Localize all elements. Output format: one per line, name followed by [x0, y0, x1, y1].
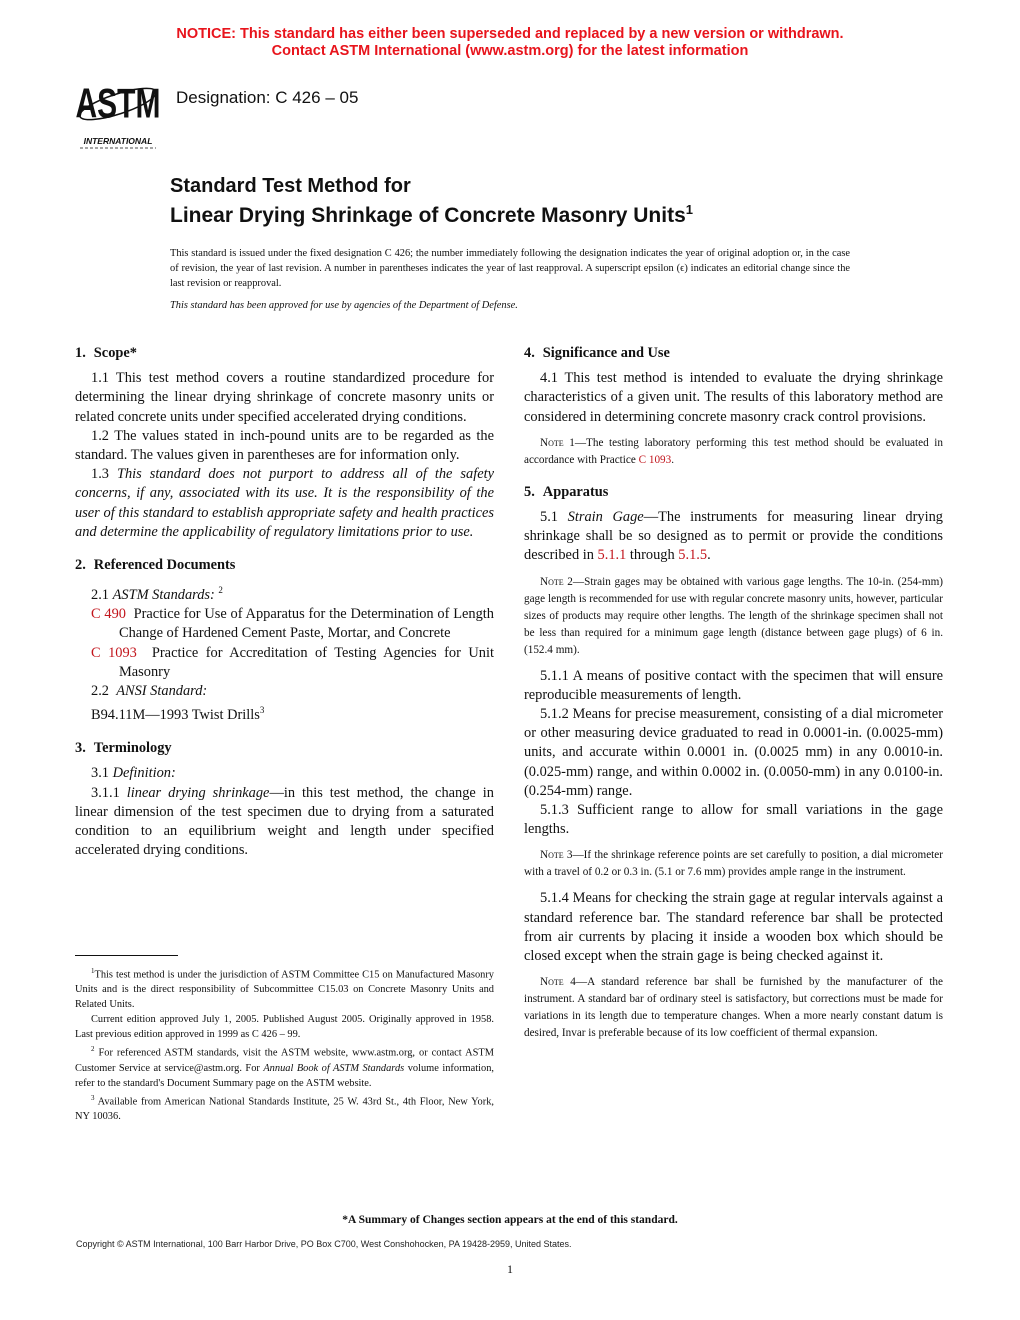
- footnote-divider: [75, 955, 178, 956]
- withdrawal-notice: [0, 26, 1020, 60]
- svg-text:ASTM: ASTM: [75, 79, 161, 127]
- para-5-1-3: 5.1.3 Sufficient range to allow for small variations in the gage lengths.: [524, 802, 943, 838]
- title-footnote-mark: 1: [685, 202, 694, 217]
- para-1-3: 1.3 This standard does not purport to address all of the safety concerns, if any, associated with its use. It is the responsibility of the user of this standard to establish appropriate safety and health practices and determine the applicability of regulatory limitations prior to use.: [75, 466, 494, 540]
- left-column: [75, 344, 494, 860]
- ansi-ref: B94.11M—1993 Twist Drills$^3$: [91, 705, 265, 724]
- footnote-1b: Current edition approved July 1, 2005. Published August 2005. Originally approved in 1958. Last previous edition approved in 1999 as C 426 – 99.: [75, 1014, 494, 1041]
- summary-of-changes-note: *A Summary of Changes section appears at the end of this standard.: [342, 1214, 678, 1226]
- para-3-1-1: 3.1.1 linear drying shrinkage—in this test method, the change in linear dimension of the test specimen due to drying from a saturated condition to an equilibrium weight and length under specified accelerated drying conditions.: [75, 784, 494, 859]
- ref-c1093: C 1093 Practice for Accreditation of Testing Agencies for Unit Masonry: [91, 644, 495, 680]
- para-5-1-1: 5.1.1 A means of positive contact with the specimen that will ensure reproducible measurements of length.: [524, 667, 943, 703]
- para-2-2: 2.2 ANSI Standard:: [91, 683, 208, 700]
- para-5-1-4: 5.1.4 Means for checking the strain gage at regular intervals against a standard reference bar. The standard reference bar shall be protected from air currents by placing it inside a wooden box which should be closed except when the strain gage is being checked against it.: [524, 890, 943, 965]
- note-3: Note 3—If the shrinkage reference points are set carefully to position, a dial micrometer with a travel of 0.2 or 0.3 in. (5.1 or 7.6 mm) provides ample range in the instrument.: [524, 849, 943, 879]
- ref-link-c490[interactable]: C 490: [91, 606, 126, 623]
- para-5-1: 5.1 Strain Gage—The instruments for measuring linear drying shrinkage shall be so designed as to permit or provide the conditions described in 5.1.1 through 5.1.5.: [524, 509, 943, 564]
- title-line-2: [170, 197, 693, 229]
- para-3-1: 3.1 Definition:: [91, 765, 176, 782]
- para-5-1-2: 5.1.2 Means for precise measurement, consisting of a dial micrometer or other measuring device graduated to read in 0.0001-in. (0.0025-mm) units, and accurate within 0.0001 in. (0.0025 mm) in any 0.0010-in. (0.025-mm) range, and within 0.0002 in. (0.0050-mm) in any 0.0100-in. (0.254-mm) range.: [524, 706, 943, 799]
- link-5-1-1[interactable]: 5.1.1: [597, 547, 627, 564]
- section-heading-terminology: 3. Terminology: [75, 740, 172, 757]
- para-1-2: 1.2 The values stated in inch-pound units are to be regarded as the standard. The values given in parentheses are for information only.: [75, 427, 494, 464]
- ref-link-c1093[interactable]: C 1093: [91, 644, 137, 661]
- astm-logo-icon: [74, 74, 162, 150]
- dod-approval: This standard has been approved for use by agencies of the Department of Defense.: [170, 300, 518, 311]
- section-heading-apparatus: 5. Apparatus: [524, 483, 609, 500]
- copyright: Copyright © ASTM International, 100 Barr Harbor Drive, PO Box C700, West Conshohocken, PA 19428-2959, United States.: [76, 1239, 572, 1249]
- note-1: Note 1—The testing laboratory performing this test method should be evaluated in accordance with Practice C 1093.: [524, 436, 943, 466]
- para-1-1: 1.1 This test method covers a routine standardized procedure for determining the linear drying shrinkage of concrete masonry units or related concrete units under specified accelerated drying conditions.: [75, 370, 494, 425]
- title-text: Linear Drying Shrinkage of Concrete Masonry Units: [170, 204, 686, 227]
- right-column: [524, 344, 943, 1050]
- note-1-link-c1093[interactable]: C 1093: [638, 453, 672, 466]
- footnote-3: $^3$ Available from American National Standards Institute, 25 W. 43rd St., 4th Floor, New York, NY 10036.: [75, 1093, 494, 1123]
- footnote-1: $^1$This test method is under the jurisdiction of ASTM Committee C15 on Manufactured Masonry Units and is the direct responsibility of Subcommittee C15.03 on Concrete Masonry Units and Related Units.: [75, 967, 494, 1011]
- footnotes: [75, 964, 494, 1124]
- note-2: Note 2—Strain gages may be obtained with various gage lengths. The 10-in. (254-mm) gage length is recommended for use with regular concrete masonry units, however, particular sizes of products may require other lengths. The length of the shrinkage specimen shall not be less than required for a minimum gage length (distance between gage plugs) of 6 in. (152.4 mm).: [524, 575, 944, 656]
- note-4: Note 4—A standard reference bar shall be furnished by the manufacturer of the instrument. A standard bar of ordinary steel is satisfactory, but corrections must be made for variations in its length due to temperature changes. When a more nearly constant datum is desired, Invar is preferable because of its low coefficient of thermal expansion.: [524, 976, 943, 1040]
- page-number: 1: [507, 1262, 513, 1276]
- para-4-1: 4.1 This test method is intended to evaluate the drying shrinkage characteristics of a given unit. The results of this laboratory method are considered in determining concrete masonry crack control provisions.: [524, 370, 943, 425]
- section-heading-scope: 1. Scope*: [75, 345, 137, 361]
- svg-text:INTERNATIONAL: INTERNATIONAL: [83, 136, 153, 146]
- ref-c490: C 490 Practice for Use of Apparatus for the Determination of Length Change of Hardened Cement Paste, Mortar, and Concrete: [91, 606, 494, 642]
- para-2-1: 2.1 ASTM Standards: $^2$: [91, 585, 223, 604]
- section-heading-significance: 4. Significance and Use: [524, 345, 670, 361]
- footnote-2: $^2$ For referenced ASTM standards, visit the ASTM website, www.astm.org, or contact ASTM Customer Service at service@astm.org. For Annual Book of ASTM Standards volume information, refer to the standard's Document Summary page on the ASTM website.: [75, 1045, 494, 1089]
- designation: Designation: C 426 – 05: [176, 88, 359, 107]
- link-5-1-5[interactable]: 5.1.5: [678, 547, 708, 564]
- section-heading-referenced: 2. Referenced Documents: [75, 557, 236, 574]
- notice-line-1: NOTICE: This standard has either been superseded and replaced by a new version or withdrawn.: [176, 26, 844, 42]
- notice-line-2: Contact ASTM International (www.astm.org) for the latest information: [271, 43, 749, 59]
- preamble: This standard is issued under the fixed designation C 426; the number immediately following the designation indicates the year of original adoption or, in the case of revision, the year of last revision. A number in parentheses indicates the year of last reapproval. A superscript epsilon (ϵ) indicates an editorial change since the last revision or reapproval.: [170, 248, 850, 289]
- title-line-1: Standard Test Method for: [170, 175, 411, 197]
